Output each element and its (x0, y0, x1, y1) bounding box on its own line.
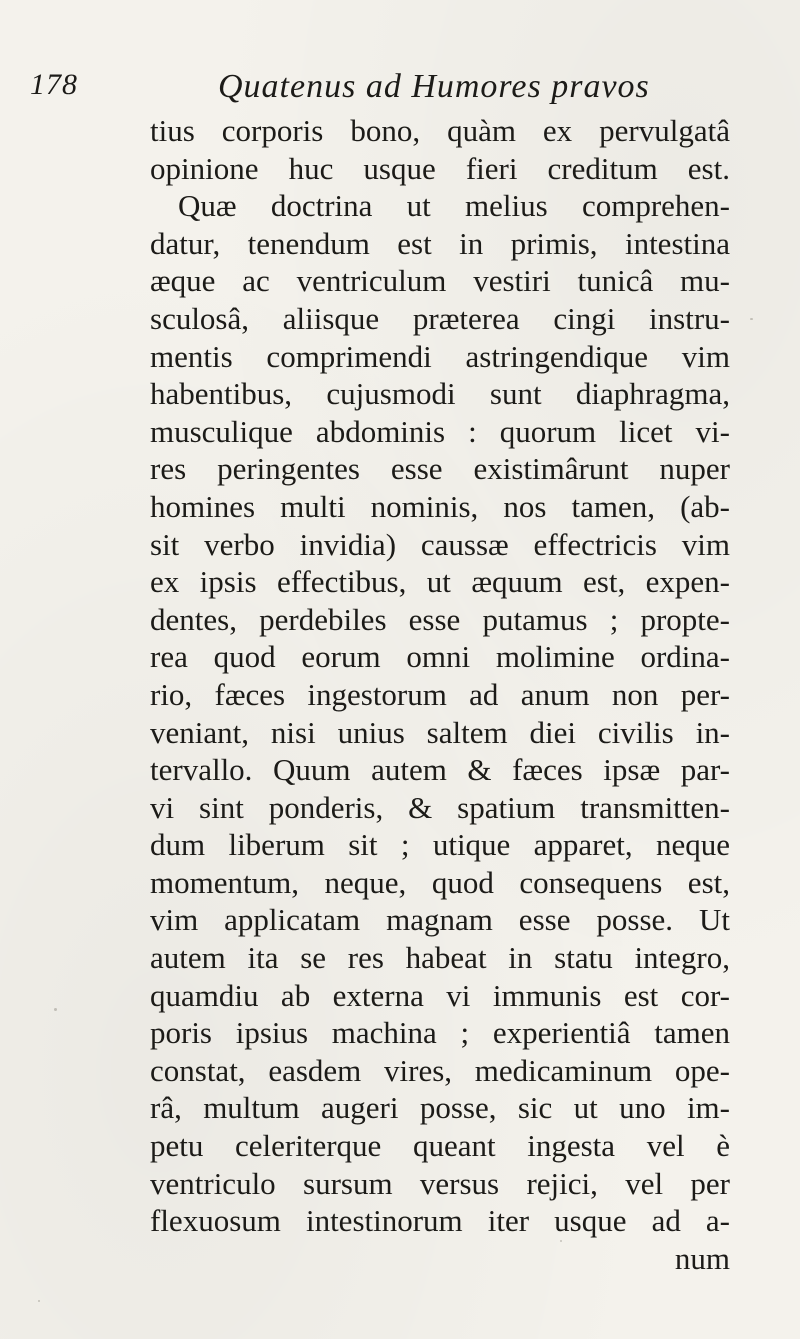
text-line: quamdiu ab externa vi immunis est cor- (150, 977, 730, 1013)
text-line: ventriculo sursum versus rejici, vel per (150, 1165, 730, 1201)
text-line: râ, multum augeri posse, sic ut uno im- (150, 1090, 730, 1126)
running-head: Quatenus ad Humores pravos (218, 68, 650, 105)
text-line: mentis comprimendi astringendique vim (150, 338, 730, 374)
text-line: autem ita se res habeat in statu integro, (150, 940, 730, 976)
text-line: sit verbo invidia) caussæ effectricis vim (150, 526, 730, 562)
text-line: tervallo. Quum autem & fæces ipsæ par- (150, 752, 730, 788)
text-line: sculosâ, aliisque præterea cingi instru- (150, 300, 730, 336)
text-line: Quæ doctrina ut melius comprehen- (178, 188, 730, 224)
text-line: constat, easdem vires, medicaminum ope- (150, 1052, 730, 1088)
text-line: dentes, perdebiles esse putamus ; propte- (150, 601, 730, 637)
text-line: tius corporis bono, quàm ex pervulgatâ (150, 113, 730, 148)
paper-speck (750, 318, 753, 320)
paper-speck (54, 1008, 57, 1011)
text-line: dum liberum sit ; utique apparet, neque (150, 827, 730, 863)
paper-speck (560, 1240, 562, 1242)
text-line: rio, fæces ingestorum ad anum non per- (150, 676, 730, 712)
page-number: 178 (30, 68, 78, 101)
text-line: rea quod eorum omni molimine ordina- (150, 639, 730, 675)
text-line: datur, tenendum est in primis, intestina (150, 225, 730, 261)
text-line: vim applicatam magnam esse posse. Ut (150, 902, 730, 938)
text-line: res peringentes esse existimârunt nuper (150, 451, 730, 487)
text-line: homines multi nominis, nos tamen, (ab- (150, 488, 730, 524)
text-line: habentibus, cujusmodi sunt diaphragma, (150, 376, 730, 412)
text-line: momentum, neque, quod consequens est, (150, 864, 730, 900)
text-line: ex ipsis effectibus, ut æquum est, expen- (150, 564, 730, 600)
text-line: poris ipsius machina ; experientiâ tamen (150, 1015, 730, 1051)
text-line: vi sint ponderis, & spatium transmitten- (150, 789, 730, 825)
text-line: flexuosum intestinorum iter usque ad a- (150, 1203, 730, 1239)
paper-speck (38, 1300, 40, 1302)
text-line: veniant, nisi unius saltem diei civilis in- (150, 714, 730, 750)
text-line: æque ac ventriculum vestiri tunicâ mu- (150, 263, 730, 299)
text-line: musculique abdominis : quorum licet vi- (150, 413, 730, 449)
text-line: opinione huc usque fieri creditum est. (150, 150, 730, 186)
catchword: num (674, 1240, 730, 1276)
text-line: petu celeriterque queant ingesta vel è (150, 1128, 730, 1164)
body-text (150, 112, 730, 1277)
page-header (30, 68, 710, 108)
